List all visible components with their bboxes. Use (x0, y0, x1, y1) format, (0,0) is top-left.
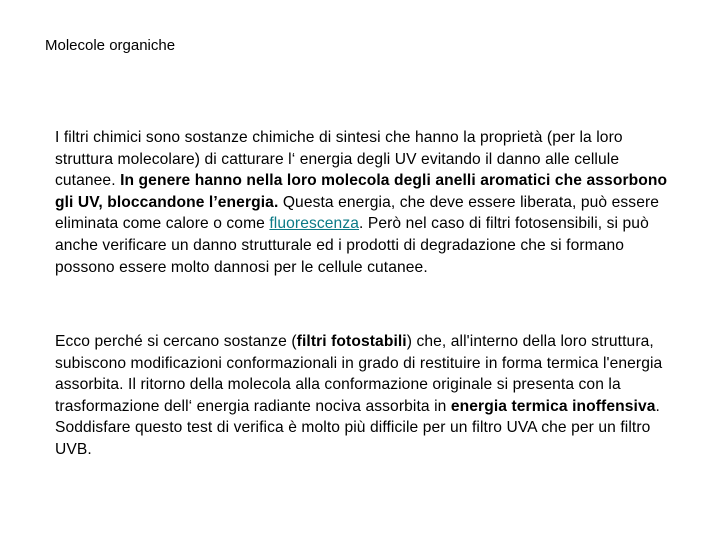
paragraph-1-text-a: I filtri chimici sono sostanze chimiche di sintesi che hanno la proprietà (per la loro struttura molecolare) di catturare l‘ energia degli UV evitando il danno alle cellule cutanee. (55, 129, 623, 190)
paragraph-1-text-b: Questa energia, che deve essere liberata, può essere eliminata come calore o come (55, 193, 660, 233)
paragraph-2-bold-b: energia termica inoffensiva (450, 397, 656, 415)
paragraph-2-text-a: Ecco perché si cercano sostanze ( (55, 333, 297, 350)
paragraph-1-bold-a: In genere hanno nella loro molecola degli anelli aromatici che assorbono gli UV, bloccandone l’energia. (55, 172, 668, 211)
paragraph-uv-filters (55, 127, 680, 278)
paragraph-2-text-b: ) che, all'interno della loro struttura, subiscono modificazioni conformazionali in grado di restituire in forma termica l'energia assorbita. Il ritorno della molecola alla conformazione originale si presenta con la trasformazione dell‘ energia radiante nociva assorbita in (55, 333, 663, 415)
paragraph-2-text-c: . Soddisfare questo test di verifica è molto più difficile per un filtro UVA che per un filtro UVB. (55, 397, 660, 458)
fluorescenza-link[interactable]: fluorescenza (269, 215, 359, 233)
paragraph-1-text-c: . Però nel caso di filtri fotosensibili, si può anche verificare un danno strutturale ed i prodotti di degradazione che si formano possono essere molto dannosi per le cellule cutanee. (55, 215, 649, 276)
paragraph-2-bold-a: filtri fotostabili (296, 333, 407, 350)
paragraph-photostable-filters (55, 331, 680, 461)
slide-title: Molecole organiche (45, 37, 176, 54)
